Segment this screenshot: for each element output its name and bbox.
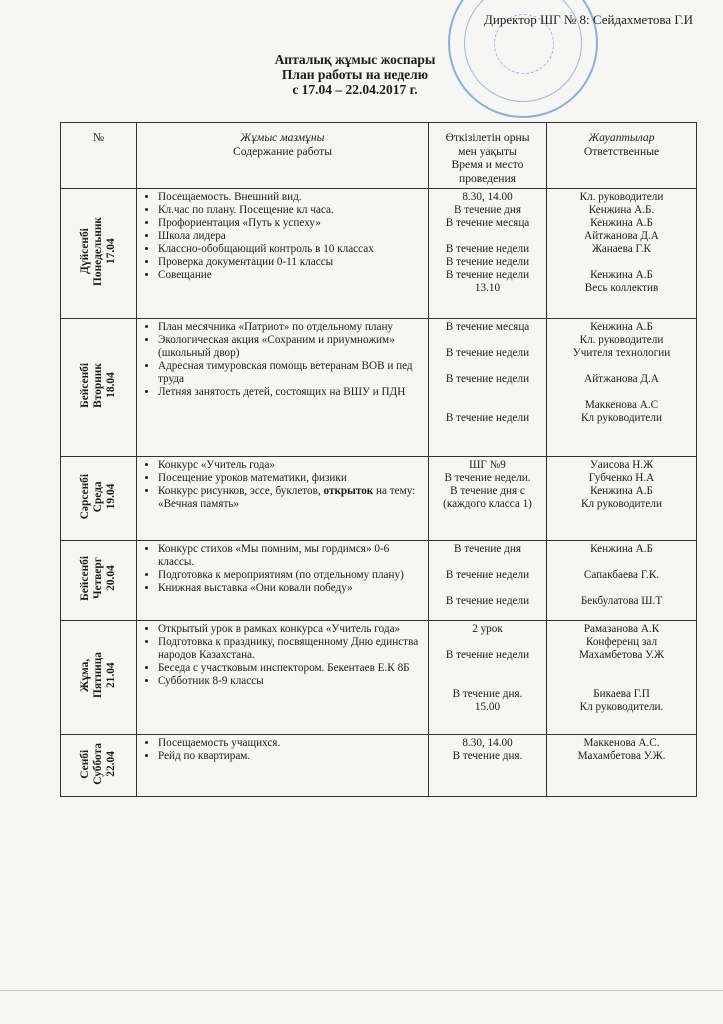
task-text-bold: открыток bbox=[323, 485, 374, 497]
table-row bbox=[61, 735, 697, 797]
task-list bbox=[140, 191, 425, 282]
time-line: В течение дня. bbox=[452, 750, 523, 762]
task-item: • Конкурс стихов «Мы помним, мы гордимся» 0-6 классы. bbox=[158, 543, 425, 569]
task-item: • Школа лидера bbox=[158, 230, 425, 243]
responsible-line: Кенжина А.Б bbox=[590, 321, 653, 333]
day-label-line: Дүйсенбі bbox=[79, 228, 91, 275]
task-text: Конкурс рисунков, эссе, буклетов, bbox=[158, 485, 324, 497]
task-list bbox=[140, 543, 425, 595]
document-title-block bbox=[150, 52, 560, 97]
time-line: В течение недели bbox=[445, 595, 530, 607]
responsible-line: Айтжанова Д.А bbox=[584, 230, 659, 242]
task-item: • Экологическая акция «Сохраним и приумножим» (школьный двор) bbox=[158, 334, 425, 360]
day-label bbox=[79, 217, 118, 286]
responsible-line: Кл. руководители bbox=[579, 334, 664, 346]
resp-header-ru: Ответственные bbox=[583, 144, 660, 158]
time-cell bbox=[429, 541, 547, 621]
responsible-line: Уаисова Н.Ж bbox=[589, 459, 654, 471]
time-line: 8.30, 14.00 bbox=[462, 191, 513, 203]
day-label bbox=[79, 556, 118, 601]
responsible-line bbox=[550, 662, 693, 675]
column-responsible-header bbox=[547, 123, 697, 189]
table-header-row bbox=[61, 123, 697, 189]
time-line: (каждого класса 1) bbox=[443, 498, 532, 510]
task-item: • Посещаемость. Внешний вид. bbox=[158, 191, 425, 204]
day-label-line: Среда bbox=[92, 481, 104, 512]
responsible-cell bbox=[547, 735, 697, 797]
time-header-line2: мен уақыты bbox=[458, 144, 517, 158]
title-period: с 17.04 – 22.04.2017 г. bbox=[292, 82, 418, 97]
time-line bbox=[432, 230, 543, 243]
time-line: В течение дня bbox=[454, 543, 521, 555]
time-line bbox=[432, 334, 543, 347]
task-list bbox=[140, 737, 425, 763]
table-row bbox=[61, 541, 697, 621]
tasks-cell bbox=[137, 457, 429, 541]
responsible-line: Кенжина А.Б bbox=[590, 269, 653, 281]
responsible-line: Кл руководители bbox=[581, 412, 662, 424]
responsible-line: Рамазанова А.К bbox=[583, 623, 660, 635]
responsible-cell bbox=[547, 457, 697, 541]
time-header-line1: Өткізілетін орны bbox=[445, 131, 530, 144]
day-cell bbox=[61, 621, 137, 735]
responsible-line bbox=[550, 556, 693, 569]
day-label-line: 21.04 bbox=[105, 662, 117, 689]
content-header-kz: Жұмыс мазмұны bbox=[240, 131, 325, 144]
time-line bbox=[432, 636, 543, 649]
day-label-line: 17.04 bbox=[105, 238, 117, 265]
responsible-line bbox=[550, 256, 693, 269]
day-cell bbox=[61, 541, 137, 621]
day-label-line: Сәрсенбі bbox=[79, 473, 91, 520]
task-item: • Кл.час по плану. Посещение кл часа. bbox=[158, 204, 425, 217]
time-header-line4: проведения bbox=[459, 171, 516, 185]
day-label-line: Сенбі bbox=[79, 749, 91, 778]
tasks-cell bbox=[137, 319, 429, 457]
time-line: В течение недели. bbox=[444, 472, 531, 484]
time-cell bbox=[429, 457, 547, 541]
task-item: • Посещаемость учащихся. bbox=[158, 737, 425, 750]
responsible-line bbox=[550, 360, 693, 373]
time-line: ШГ №9 bbox=[469, 459, 506, 471]
responsible-line: Кенжина А.Б bbox=[590, 543, 653, 555]
task-item: • Совещание bbox=[158, 269, 425, 282]
tasks-cell bbox=[137, 189, 429, 319]
responsible-line: Кл руководители. bbox=[579, 701, 664, 713]
page-edge-line bbox=[0, 990, 723, 991]
time-line: В течение недели bbox=[445, 243, 530, 255]
responsible-line: Бекбулатова Ш.Т bbox=[580, 595, 663, 607]
task-list bbox=[140, 623, 425, 688]
task-item: • Конкурс «Учитель года» bbox=[158, 459, 425, 472]
day-label-line: Жұма, bbox=[79, 658, 91, 693]
task-item: • Беседа с участковым инспектором. Бекентаев Е.К 8Б bbox=[158, 662, 425, 675]
task-item: • План месячника «Патриот» по отдельному плану bbox=[158, 321, 425, 334]
task-item: • Посещение уроков математики, физики bbox=[158, 472, 425, 485]
column-number-header: № bbox=[61, 123, 137, 189]
time-line: 15.00 bbox=[474, 701, 501, 713]
time-line: 8.30, 14.00 bbox=[462, 737, 513, 749]
tasks-cell bbox=[137, 621, 429, 735]
time-line bbox=[432, 556, 543, 569]
day-cell bbox=[61, 735, 137, 797]
time-line: В течение недели bbox=[445, 347, 530, 359]
responsible-line: Сапакбаева Г.К. bbox=[583, 569, 660, 581]
responsible-line: Весь коллектив bbox=[584, 282, 659, 294]
content-header-ru: Содержание работы bbox=[233, 144, 332, 158]
responsible-line: Махамбетова У.Ж bbox=[578, 649, 665, 661]
responsible-line: Бикаева Г.П bbox=[593, 688, 650, 700]
task-list bbox=[140, 459, 425, 511]
day-cell bbox=[61, 457, 137, 541]
time-line bbox=[432, 399, 543, 412]
responsible-line: Айтжанова Д.А bbox=[584, 373, 659, 385]
responsible-line: Кенжина А.Б bbox=[590, 485, 653, 497]
task-item: • Подготовка к мероприятиям (по отдельному плану) bbox=[158, 569, 425, 582]
time-cell bbox=[429, 319, 547, 457]
table-body bbox=[61, 189, 697, 797]
responsible-line: Махамбетова У.Ж. bbox=[577, 750, 666, 762]
time-line bbox=[432, 675, 543, 688]
responsible-line: Кенжина А.Б. bbox=[588, 204, 655, 216]
time-line: 13.10 bbox=[474, 282, 501, 294]
title-kazakh: Апталық жұмыс жоспары bbox=[274, 52, 436, 67]
time-line: В течение месяца bbox=[445, 217, 530, 229]
responsible-line bbox=[550, 386, 693, 399]
time-line: 2 урок bbox=[472, 623, 503, 635]
responsible-line: Кенжина А.Б bbox=[590, 217, 653, 229]
day-label-line: 19.04 bbox=[105, 483, 117, 510]
column-content-header bbox=[137, 123, 429, 189]
time-line: В течение недели bbox=[445, 569, 530, 581]
day-label bbox=[79, 363, 118, 408]
day-cell bbox=[61, 189, 137, 319]
column-time-header bbox=[429, 123, 547, 189]
day-label-line: Пятница bbox=[92, 652, 104, 699]
responsible-line: Жанаева Г.К bbox=[592, 243, 651, 255]
time-line: В течение недели bbox=[445, 256, 530, 268]
task-item: • Классно-обобщающий контроль в 10 классах bbox=[158, 243, 425, 256]
weekly-plan-table bbox=[60, 122, 697, 797]
table-row bbox=[61, 319, 697, 457]
time-line: В течение недели bbox=[445, 373, 530, 385]
day-label bbox=[79, 652, 118, 698]
task-item bbox=[158, 485, 425, 511]
table-row bbox=[61, 189, 697, 319]
responsible-line: Кл. руководители bbox=[579, 191, 664, 203]
day-label-line: 20.04 bbox=[105, 565, 117, 592]
time-line: В течение дня с bbox=[450, 485, 525, 497]
time-cell bbox=[429, 621, 547, 735]
time-line bbox=[432, 386, 543, 399]
responsible-line: Конференц зал bbox=[585, 636, 658, 648]
responsible-cell bbox=[547, 189, 697, 319]
responsible-line bbox=[550, 675, 693, 688]
day-label-line: 18.04 bbox=[105, 372, 117, 399]
task-text: на тему: «Вечная память» bbox=[158, 485, 416, 510]
responsible-cell bbox=[547, 621, 697, 735]
time-header-line3: Время и место bbox=[451, 158, 524, 171]
time-cell bbox=[429, 735, 547, 797]
task-item: • Профориентация «Путь к успеху» bbox=[158, 217, 425, 230]
tasks-cell bbox=[137, 735, 429, 797]
task-item: • Летняя занятость детей, состоящих на ВШУ и ПДН bbox=[158, 386, 425, 399]
time-line: В течение недели bbox=[445, 412, 530, 424]
responsible-line bbox=[550, 582, 693, 595]
day-label-line: Понедельник bbox=[92, 217, 104, 286]
time-cell bbox=[429, 189, 547, 319]
time-line: В течение недели bbox=[445, 269, 530, 281]
task-list bbox=[140, 321, 425, 399]
responsible-cell bbox=[547, 541, 697, 621]
day-cell bbox=[61, 319, 137, 457]
time-line: В течение недели bbox=[445, 649, 530, 661]
day-label bbox=[79, 743, 118, 785]
time-line bbox=[432, 360, 543, 373]
time-line: В течение месяца bbox=[445, 321, 530, 333]
time-line bbox=[432, 582, 543, 595]
task-item: • Подготовка к празднику, посвященному Дню единства народов Казахстана. bbox=[158, 636, 425, 662]
responsible-line: Губченко Н.А bbox=[588, 472, 655, 484]
day-label-line: Бейсенбі bbox=[79, 556, 91, 601]
time-line bbox=[432, 662, 543, 675]
task-item: • Открытый урок в рамках конкурса «Учитель года» bbox=[158, 623, 425, 636]
day-label-line: Вторник bbox=[92, 363, 104, 408]
title-russian: План работы на неделю bbox=[281, 67, 429, 82]
tasks-cell bbox=[137, 541, 429, 621]
table-row bbox=[61, 457, 697, 541]
day-label-line: Суббота bbox=[92, 742, 104, 785]
responsible-line: Учителя технологии bbox=[572, 347, 671, 359]
task-item: • Адресная тимуровская помощь ветеранам ВОВ и пед труда bbox=[158, 360, 425, 386]
resp-header-kz: Жауаптылар bbox=[588, 131, 655, 144]
day-label-line: Бейсенбі bbox=[79, 363, 91, 408]
table-row bbox=[61, 621, 697, 735]
task-item: • Субботник 8-9 классы bbox=[158, 675, 425, 688]
responsible-line: Кл руководители bbox=[581, 498, 662, 510]
responsible-cell bbox=[547, 319, 697, 457]
time-line: В течение дня bbox=[454, 204, 521, 216]
day-label-line: 22.04 bbox=[105, 750, 117, 777]
task-item: • Рейд по квартирам. bbox=[158, 750, 425, 763]
time-line: В течение дня. bbox=[452, 688, 523, 700]
director-approval: Директор ШГ № 8: Сейдахметова Г.И bbox=[484, 12, 694, 27]
day-label-line: Четверг bbox=[92, 557, 104, 600]
responsible-line: Маккенова А.С. bbox=[583, 737, 660, 749]
day-label bbox=[79, 474, 118, 519]
task-item: • Проверка документации 0-11 классы bbox=[158, 256, 425, 269]
responsible-line: Маккенова А.С bbox=[584, 399, 659, 411]
task-item: • Книжная выставка «Они ковали победу» bbox=[158, 582, 425, 595]
